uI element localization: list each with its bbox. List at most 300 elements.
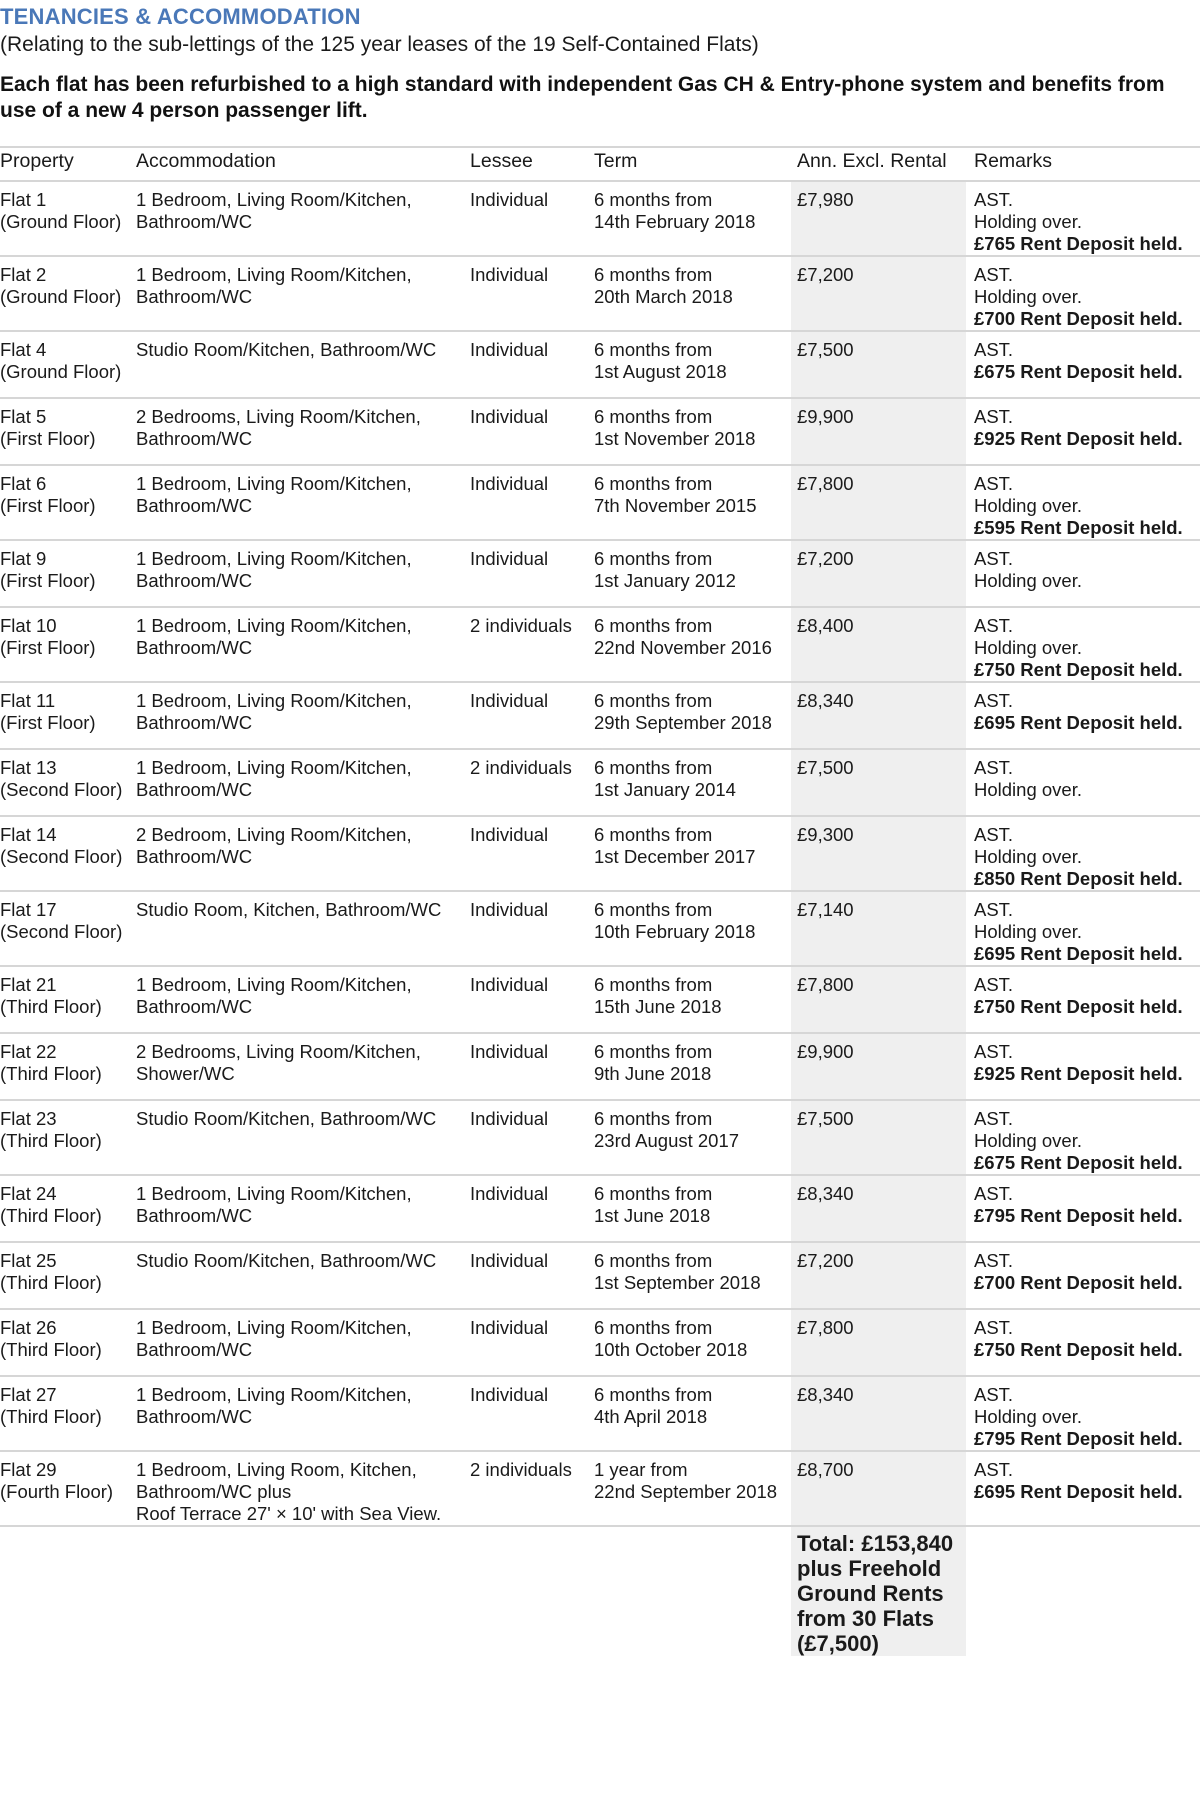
property-line: (Third Floor) [0, 1130, 102, 1151]
lessee-cell: Individual [470, 966, 594, 1033]
term-line: 23rd August 2017 [594, 1130, 740, 1151]
remark-line: AST. [974, 1317, 1014, 1338]
term-cell [594, 1100, 791, 1175]
accommodation-line: 1 Bedroom, Living Room/Kitchen, [136, 1183, 412, 1204]
term-line: 1st January 2012 [594, 570, 736, 591]
table-row [0, 682, 1200, 749]
term-line: 6 months from [594, 615, 713, 636]
term-line: 10th October 2018 [594, 1339, 748, 1360]
accommodation-line: Bathroom/WC [136, 779, 253, 800]
remarks-cell [966, 181, 1200, 256]
empty-cell [470, 1526, 594, 1656]
remarks-cell [966, 966, 1200, 1033]
property-line: (Third Floor) [0, 1205, 102, 1226]
property-cell [0, 1309, 136, 1376]
rental-cell: £7,800 [791, 465, 966, 540]
rent-deposit-note: £925 Rent Deposit held. [974, 1063, 1183, 1084]
accommodation-cell [136, 181, 470, 256]
lessee-cell: Individual [470, 1033, 594, 1100]
accommodation-cell [136, 682, 470, 749]
remark-line: AST. [974, 757, 1014, 778]
accommodation-cell [136, 966, 470, 1033]
empty-cell [966, 1526, 1200, 1656]
rent-deposit-note: £750 Rent Deposit held. [974, 659, 1183, 680]
term-line: 6 months from [594, 1250, 713, 1271]
accommodation-line: 1 Bedroom, Living Room/Kitchen, [136, 1384, 412, 1405]
rent-deposit-note: £595 Rent Deposit held. [974, 517, 1183, 538]
intro-paragraph: Each flat has been refurbished to a high standard with independent Gas CH & Entry-phone system and benefits from use of a new 4 person passenger lift. [0, 73, 1165, 122]
term-cell [594, 749, 791, 816]
lessee-cell: Individual [470, 1309, 594, 1376]
remark-line: AST. [974, 189, 1014, 210]
remarks-cell [966, 682, 1200, 749]
property-cell [0, 256, 136, 331]
remark-line: AST. [974, 473, 1014, 494]
term-line: 6 months from [594, 548, 713, 569]
accommodation-cell [136, 1100, 470, 1175]
property-line: (Third Floor) [0, 1063, 102, 1084]
term-line: 6 months from [594, 473, 713, 494]
lessee-cell: Individual [470, 1242, 594, 1309]
accommodation-cell [136, 1242, 470, 1309]
accommodation-line: Bathroom/WC [136, 846, 253, 867]
property-cell [0, 749, 136, 816]
remark-line: AST. [974, 1108, 1014, 1129]
term-line: 6 months from [594, 690, 713, 711]
rental-cell: £8,400 [791, 607, 966, 682]
remark-line: Holding over. [974, 211, 1082, 232]
remarks-cell [966, 607, 1200, 682]
section-subtitle: (Relating to the sub-lettings of the 125 year leases of the 19 Self-Contained Flats) [0, 33, 759, 56]
rental-cell: £7,980 [791, 181, 966, 256]
term-line: 6 months from [594, 1108, 713, 1129]
table-row [0, 1376, 1200, 1451]
property-line: Flat 6 [0, 473, 47, 494]
term-cell [594, 607, 791, 682]
accommodation-line: Shower/WC [136, 1063, 235, 1084]
rent-deposit-note: £675 Rent Deposit held. [974, 361, 1183, 382]
remark-line: AST. [974, 1041, 1014, 1062]
property-line: (Third Floor) [0, 1272, 102, 1293]
property-line: Flat 14 [0, 824, 57, 845]
property-line: (Third Floor) [0, 1339, 102, 1360]
term-line: 6 months from [594, 339, 713, 360]
property-cell [0, 331, 136, 398]
property-line: Flat 4 [0, 339, 47, 360]
rental-cell: £8,700 [791, 1451, 966, 1526]
term-cell [594, 1033, 791, 1100]
property-line: Flat 5 [0, 406, 47, 427]
rental-cell: £9,900 [791, 398, 966, 465]
term-line: 6 months from [594, 1317, 713, 1338]
lessee-cell: Individual [470, 181, 594, 256]
property-line: Flat 23 [0, 1108, 57, 1129]
lessee-cell: Individual [470, 540, 594, 607]
term-line: 6 months from [594, 189, 713, 210]
rent-deposit-note: £695 Rent Deposit held. [974, 1481, 1183, 1502]
property-cell [0, 181, 136, 256]
remarks-cell [966, 1309, 1200, 1376]
property-line: Flat 25 [0, 1250, 57, 1271]
remark-line: Holding over. [974, 637, 1082, 658]
table-row [0, 749, 1200, 816]
remarks-cell [966, 398, 1200, 465]
rental-cell: £7,200 [791, 256, 966, 331]
table-row [0, 465, 1200, 540]
property-cell [0, 1451, 136, 1526]
accommodation-line: Bathroom/WC [136, 428, 253, 449]
property-line: (Second Floor) [0, 779, 123, 800]
remarks-cell [966, 1175, 1200, 1242]
accommodation-cell [136, 540, 470, 607]
remark-line: AST. [974, 548, 1014, 569]
rent-deposit-note: £700 Rent Deposit held. [974, 308, 1183, 329]
table-row [0, 1100, 1200, 1175]
accommodation-line: Bathroom/WC [136, 286, 253, 307]
property-line: (First Floor) [0, 712, 96, 733]
accommodation-line: Bathroom/WC [136, 996, 253, 1017]
table-row [0, 540, 1200, 607]
property-line: (Ground Floor) [0, 211, 122, 232]
term-cell [594, 1175, 791, 1242]
accommodation-line: Roof Terrace 27' × 10' with Sea View. [136, 1503, 442, 1524]
accommodation-line: 2 Bedrooms, Living Room/Kitchen, [136, 1041, 421, 1062]
accommodation-line: 1 Bedroom, Living Room/Kitchen, [136, 548, 412, 569]
column-header-accommodation: Accommodation [136, 147, 470, 181]
lessee-cell: Individual [470, 1175, 594, 1242]
term-cell [594, 331, 791, 398]
accommodation-cell [136, 1033, 470, 1100]
lessee-cell: Individual [470, 816, 594, 891]
term-cell [594, 256, 791, 331]
rent-deposit-note: £750 Rent Deposit held. [974, 1339, 1183, 1360]
property-line: Flat 22 [0, 1041, 57, 1062]
table-row [0, 1451, 1200, 1526]
term-line: 9th June 2018 [594, 1063, 712, 1084]
accommodation-line: Bathroom/WC [136, 637, 253, 658]
accommodation-line: 1 Bedroom, Living Room/Kitchen, [136, 690, 412, 711]
remark-line: AST. [974, 1459, 1014, 1480]
remarks-cell [966, 1376, 1200, 1451]
lessee-cell: Individual [470, 465, 594, 540]
property-cell [0, 1033, 136, 1100]
rent-deposit-note: £675 Rent Deposit held. [974, 1152, 1183, 1173]
property-cell [0, 1175, 136, 1242]
term-line: 4th April 2018 [594, 1406, 708, 1427]
accommodation-line: Bathroom/WC [136, 495, 253, 516]
accommodation-cell [136, 465, 470, 540]
remarks-cell [966, 1033, 1200, 1100]
lessee-cell: Individual [470, 398, 594, 465]
term-line: 15th June 2018 [594, 996, 722, 1017]
term-line: 6 months from [594, 824, 713, 845]
lessee-cell: Individual [470, 331, 594, 398]
remarks-cell [966, 891, 1200, 966]
rent-deposit-note: £695 Rent Deposit held. [974, 943, 1183, 964]
lessee-cell: Individual [470, 682, 594, 749]
rental-cell: £7,800 [791, 1309, 966, 1376]
column-header-remarks: Remarks [966, 147, 1200, 181]
rental-cell: £9,900 [791, 1033, 966, 1100]
property-cell [0, 540, 136, 607]
term-line: 7th November 2015 [594, 495, 757, 516]
remarks-cell [966, 465, 1200, 540]
remarks-cell [966, 1242, 1200, 1309]
remarks-cell [966, 256, 1200, 331]
empty-cell [0, 1526, 136, 1656]
accommodation-line: 1 Bedroom, Living Room/Kitchen, [136, 189, 412, 210]
term-cell [594, 1376, 791, 1451]
property-line: (First Floor) [0, 428, 96, 449]
accommodation-line: Studio Room/Kitchen, Bathroom/WC [136, 339, 437, 360]
accommodation-line: 1 Bedroom, Living Room, Kitchen, [136, 1459, 417, 1480]
term-cell [594, 966, 791, 1033]
term-cell [594, 181, 791, 256]
remark-line: Holding over. [974, 570, 1082, 591]
rental-cell: £7,500 [791, 1100, 966, 1175]
property-line: Flat 24 [0, 1183, 57, 1204]
accommodation-line: Bathroom/WC [136, 1339, 253, 1360]
remark-line: Holding over. [974, 1130, 1082, 1151]
column-header-term: Term [594, 147, 791, 181]
table-body [0, 181, 1200, 1656]
remark-line: AST. [974, 1250, 1014, 1271]
total-row [0, 1526, 1200, 1656]
property-line: Flat 21 [0, 974, 57, 995]
remark-line: AST. [974, 1384, 1014, 1405]
accommodation-line: Bathroom/WC plus [136, 1481, 292, 1502]
accommodation-cell [136, 398, 470, 465]
rental-cell: £8,340 [791, 1376, 966, 1451]
property-line: Flat 29 [0, 1459, 57, 1480]
term-line: 6 months from [594, 1041, 713, 1062]
tenancies-table [0, 146, 1200, 1656]
table-row [0, 331, 1200, 398]
property-cell [0, 398, 136, 465]
term-line: 6 months from [594, 264, 713, 285]
rent-deposit-note: £795 Rent Deposit held. [974, 1205, 1183, 1226]
remark-line: AST. [974, 974, 1014, 995]
accommodation-line: 2 Bedroom, Living Room/Kitchen, [136, 824, 412, 845]
term-line: 1st November 2018 [594, 428, 756, 449]
property-line: Flat 2 [0, 264, 47, 285]
rental-cell: £7,200 [791, 1242, 966, 1309]
rental-cell: £7,800 [791, 966, 966, 1033]
rental-cell: £8,340 [791, 682, 966, 749]
term-cell [594, 398, 791, 465]
property-line: (Fourth Floor) [0, 1481, 114, 1502]
accommodation-line: Bathroom/WC [136, 1406, 253, 1427]
accommodation-cell [136, 816, 470, 891]
remarks-cell [966, 816, 1200, 891]
remarks-cell [966, 1100, 1200, 1175]
property-line: (Ground Floor) [0, 361, 122, 382]
lessee-cell: Individual [470, 256, 594, 331]
term-line: 1st August 2018 [594, 361, 727, 382]
rent-deposit-note: £700 Rent Deposit held. [974, 1272, 1183, 1293]
table-row [0, 1033, 1200, 1100]
rental-cell: £7,500 [791, 331, 966, 398]
property-line: (Second Floor) [0, 921, 123, 942]
property-line: (Ground Floor) [0, 286, 122, 307]
term-line: 22nd November 2016 [594, 637, 772, 658]
accommodation-cell [136, 331, 470, 398]
accommodation-line: 1 Bedroom, Living Room/Kitchen, [136, 1317, 412, 1338]
table-row [0, 816, 1200, 891]
rent-deposit-note: £765 Rent Deposit held. [974, 233, 1183, 254]
property-line: Flat 17 [0, 899, 57, 920]
remark-line: Holding over. [974, 286, 1082, 307]
property-line: Flat 27 [0, 1384, 57, 1405]
rental-cell: £9,300 [791, 816, 966, 891]
lessee-cell: Individual [470, 1376, 594, 1451]
lessee-cell: 2 individuals [470, 749, 594, 816]
table-row [0, 181, 1200, 256]
remark-line: AST. [974, 615, 1014, 636]
remark-line: Holding over. [974, 495, 1082, 516]
property-cell [0, 1100, 136, 1175]
term-line: 20th March 2018 [594, 286, 733, 307]
lessee-cell: 2 individuals [470, 607, 594, 682]
accommodation-cell [136, 749, 470, 816]
accommodation-line: Studio Room, Kitchen, Bathroom/WC [136, 899, 442, 920]
lessee-cell: 2 individuals [470, 1451, 594, 1526]
accommodation-cell [136, 1376, 470, 1451]
term-cell [594, 891, 791, 966]
table-row [0, 966, 1200, 1033]
term-cell [594, 816, 791, 891]
rent-deposit-note: £925 Rent Deposit held. [974, 428, 1183, 449]
accommodation-line: 1 Bedroom, Living Room/Kitchen, [136, 473, 412, 494]
remark-line: Holding over. [974, 1406, 1082, 1427]
rent-deposit-note: £795 Rent Deposit held. [974, 1428, 1183, 1449]
column-header-property: Property [0, 147, 136, 181]
accommodation-cell [136, 1451, 470, 1526]
accommodation-line: 2 Bedrooms, Living Room/Kitchen, [136, 406, 421, 427]
property-cell [0, 1242, 136, 1309]
term-line: 1 year from [594, 1459, 688, 1480]
property-line: Flat 13 [0, 757, 57, 778]
column-header-lessee: Lessee [470, 147, 594, 181]
term-line: 1st December 2017 [594, 846, 756, 867]
lessee-cell: Individual [470, 1100, 594, 1175]
total-rental-cell: Total: £153,840 plus Freehold Ground Rents from 30 Flats (£7,500) [791, 1526, 966, 1656]
rent-deposit-note: £850 Rent Deposit held. [974, 868, 1183, 889]
rental-cell: £7,200 [791, 540, 966, 607]
term-cell [594, 1309, 791, 1376]
term-cell [594, 465, 791, 540]
property-cell [0, 682, 136, 749]
term-line: 6 months from [594, 974, 713, 995]
term-line: 29th September 2018 [594, 712, 772, 733]
accommodation-line: Bathroom/WC [136, 1205, 253, 1226]
term-line: 14th February 2018 [594, 211, 756, 232]
property-line: (First Floor) [0, 495, 96, 516]
accommodation-line: Bathroom/WC [136, 712, 253, 733]
term-line: 6 months from [594, 899, 713, 920]
term-line: 22nd September 2018 [594, 1481, 778, 1502]
term-line: 6 months from [594, 757, 713, 778]
remark-line: AST. [974, 339, 1014, 360]
term-line: 1st January 2014 [594, 779, 736, 800]
column-header-rental: Ann. Excl. Rental [791, 147, 966, 181]
property-line: Flat 9 [0, 548, 47, 569]
property-line: (First Floor) [0, 570, 96, 591]
accommodation-line: 1 Bedroom, Living Room/Kitchen, [136, 264, 412, 285]
table-row [0, 891, 1200, 966]
term-line: 6 months from [594, 406, 713, 427]
term-cell [594, 540, 791, 607]
remark-line: AST. [974, 406, 1014, 427]
accommodation-cell [136, 1175, 470, 1242]
term-line: 6 months from [594, 1384, 713, 1405]
rent-deposit-note: £695 Rent Deposit held. [974, 712, 1183, 733]
term-cell [594, 1451, 791, 1526]
term-line: 1st September 2018 [594, 1272, 761, 1293]
empty-cell [136, 1526, 470, 1656]
table-row [0, 1242, 1200, 1309]
remarks-cell [966, 749, 1200, 816]
table-row [0, 1175, 1200, 1242]
property-cell [0, 966, 136, 1033]
property-line: Flat 1 [0, 189, 47, 210]
lessee-cell: Individual [470, 891, 594, 966]
property-line: (Third Floor) [0, 996, 102, 1017]
table-row [0, 256, 1200, 331]
property-cell [0, 891, 136, 966]
table-row [0, 607, 1200, 682]
remark-line: AST. [974, 824, 1014, 845]
remarks-cell [966, 540, 1200, 607]
accommodation-cell [136, 607, 470, 682]
remark-line: AST. [974, 899, 1014, 920]
remark-line: Holding over. [974, 846, 1082, 867]
accommodation-cell [136, 1309, 470, 1376]
property-cell [0, 607, 136, 682]
property-line: Flat 11 [0, 690, 56, 711]
empty-cell [594, 1526, 791, 1656]
accommodation-line: Studio Room/Kitchen, Bathroom/WC [136, 1108, 437, 1129]
rental-cell: £7,500 [791, 749, 966, 816]
table-header-row [0, 147, 1200, 181]
term-line: 10th February 2018 [594, 921, 756, 942]
rental-cell: £7,140 [791, 891, 966, 966]
remarks-cell [966, 331, 1200, 398]
remark-line: AST. [974, 1183, 1014, 1204]
accommodation-cell [136, 891, 470, 966]
property-line: (Third Floor) [0, 1406, 102, 1427]
property-cell [0, 816, 136, 891]
table-row [0, 398, 1200, 465]
remark-line: Holding over. [974, 921, 1082, 942]
rent-deposit-note: £750 Rent Deposit held. [974, 996, 1183, 1017]
property-cell [0, 1376, 136, 1451]
accommodation-line: Studio Room/Kitchen, Bathroom/WC [136, 1250, 437, 1271]
remark-line: AST. [974, 690, 1014, 711]
accommodation-line: 1 Bedroom, Living Room/Kitchen, [136, 757, 412, 778]
property-line: Flat 26 [0, 1317, 57, 1338]
table-row [0, 1309, 1200, 1376]
term-line: 6 months from [594, 1183, 713, 1204]
rental-cell: £8,340 [791, 1175, 966, 1242]
remarks-cell [966, 1451, 1200, 1526]
accommodation-line: 1 Bedroom, Living Room/Kitchen, [136, 974, 412, 995]
section-title: TENANCIES & ACCOMMODATION [0, 4, 361, 29]
remark-line: Holding over. [974, 779, 1082, 800]
term-line: 1st June 2018 [594, 1205, 711, 1226]
property-cell [0, 465, 136, 540]
property-line: Flat 10 [0, 615, 57, 636]
